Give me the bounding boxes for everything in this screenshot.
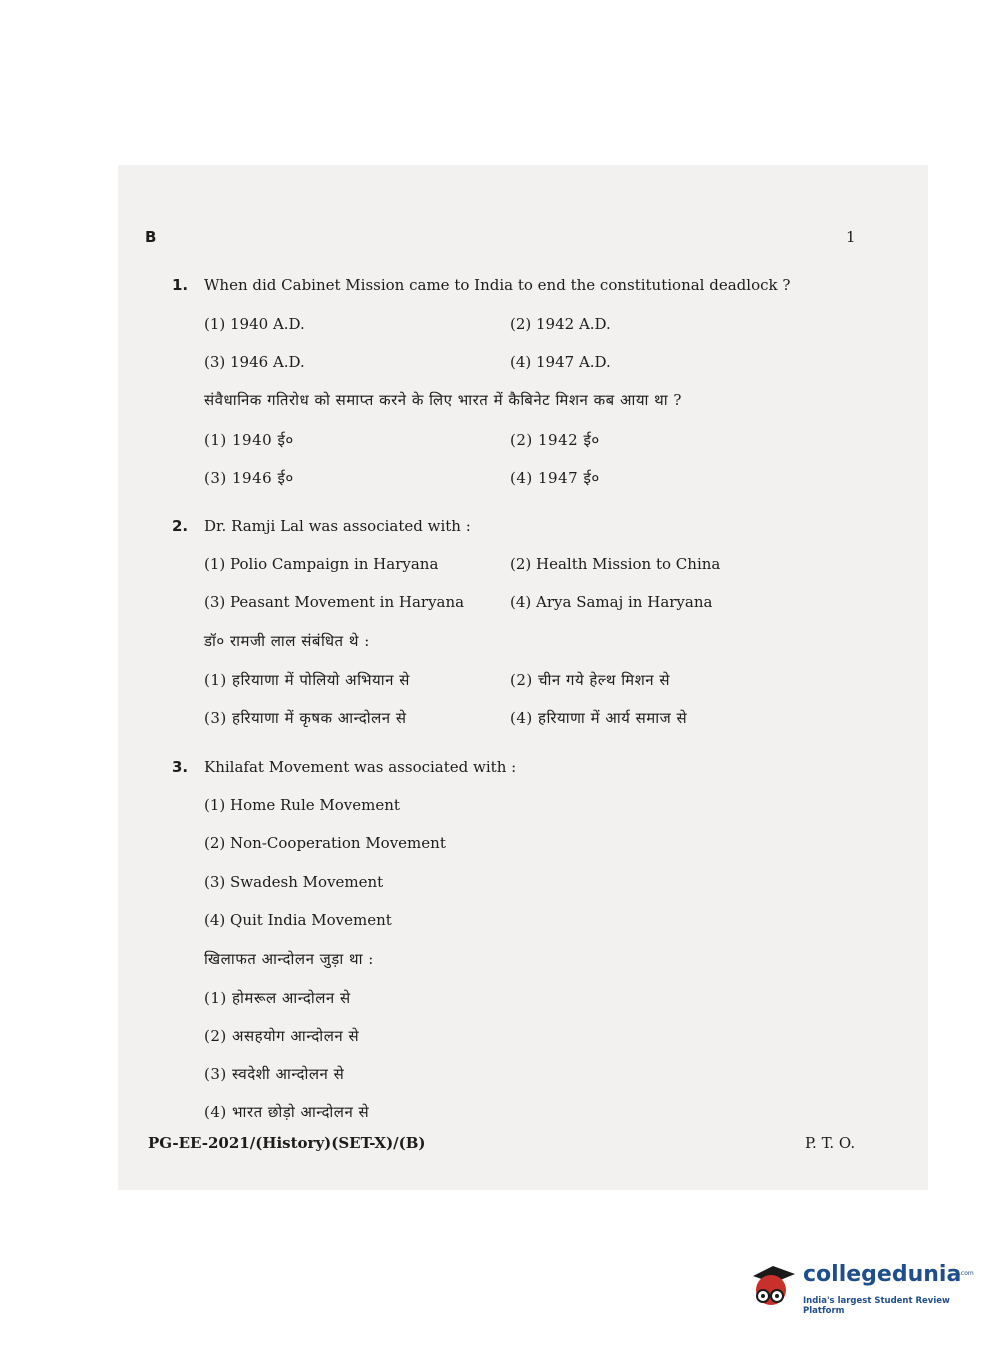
question-number: 3. [172, 758, 189, 776]
set-letter: B [145, 228, 157, 246]
question-text-hindi: खिलाफत आन्दोलन जुड़ा था : [204, 950, 374, 968]
option-hindi: (2) 1942 ई० [510, 431, 600, 449]
page-number: 1 [846, 228, 856, 246]
option-hindi: (4) 1947 ई० [510, 469, 600, 487]
question-text: When did Cabinet Mission came to India to end the constitutional deadlock ? [204, 276, 791, 294]
question-number: 2. [172, 517, 189, 535]
option: (1) 1940 A.D. [204, 315, 305, 333]
option-hindi: (3) स्वदेशी आन्दोलन से [204, 1065, 345, 1083]
option: (2) Non-Cooperation Movement [204, 834, 446, 852]
question-number: 1. [172, 276, 189, 294]
option-hindi: (1) 1940 ई० [204, 431, 294, 449]
logo-tm: .com [959, 1270, 974, 1277]
question-text-hindi: डॉ० रामजी लाल संबंधित थे : [204, 632, 370, 650]
option: (4) Arya Samaj in Haryana [510, 593, 713, 611]
option: (2) 1942 A.D. [510, 315, 611, 333]
option-hindi: (2) चीन गये हेल्थ मिशन से [510, 671, 671, 689]
option: (2) Health Mission to China [510, 555, 721, 573]
option: (4) 1947 A.D. [510, 353, 611, 371]
logo-tagline: India's largest Student Review Platform [803, 1296, 950, 1316]
pto-label: P. T. O. [805, 1134, 856, 1152]
option: (1) Polio Campaign in Haryana [204, 555, 439, 573]
logo-name: collegedunia [803, 1262, 962, 1287]
mascot-icon [743, 1256, 801, 1314]
option-hindi: (1) होमरूल आन्दोलन से [204, 989, 351, 1007]
option-hindi: (2) असहयोग आन्दोलन से [204, 1027, 360, 1045]
question-text: Khilafat Movement was associated with : [204, 758, 517, 776]
option-hindi: (4) भारत छोड़ो आन्दोलन से [204, 1103, 370, 1121]
option-hindi: (1) हरियाणा में पोलियो अभियान से [204, 671, 410, 689]
collegedunia-logo [743, 1256, 974, 1316]
option-hindi: (4) हरियाणा में आर्य समाज से [510, 709, 688, 727]
question-text: Dr. Ramji Lal was associated with : [204, 517, 471, 535]
option-hindi: (3) 1946 ई० [204, 469, 294, 487]
option-hindi: (3) हरियाणा में कृषक आन्दोलन से [204, 709, 407, 727]
option: (3) Peasant Movement in Haryana [204, 593, 465, 611]
option: (3) 1946 A.D. [204, 353, 305, 371]
exam-code: PG-EE-2021/(History)(SET-X)/(B) [148, 1134, 426, 1152]
option: (1) Home Rule Movement [204, 796, 400, 814]
option: (3) Swadesh Movement [204, 873, 384, 891]
question-text-hindi: संवैधानिक गतिरोध को समाप्त करने के लिए भारत में कैबिनेट मिशन कब आया था ? [204, 391, 682, 409]
option: (4) Quit India Movement [204, 911, 392, 929]
